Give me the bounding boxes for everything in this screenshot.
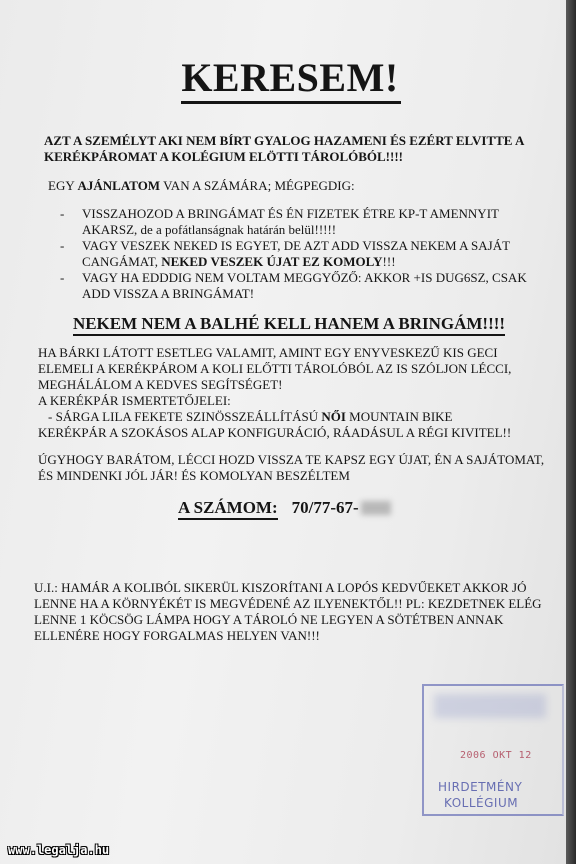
postscript-paragraph: U.I.: HAMÁR A KOLIBÓL SIKERÜL KISZORÍTANI A LOPÓS KEDVŰEKET AKKOR JÓ LENNE HA A KÖRNYÉKÉT IS MEGVÉDENÉ AZ ILYENEKTŐL!! PL: KEZDETNEK ELÉG LENNE 1 KÖCSÖG LÁMPA HOGY A TÁROLÓ NE LEGYEN A SÖTÉTBEN ANNAK ELLENÉRE HOGY FORGALMAS HELYEN VAN!!! [34,580,542,643]
stamp-line-1: HIRDETMÉNY [438,780,523,794]
intro-paragraph: AZT A SZEMÉLYT AKI NEM BÍRT GYALOG HAZAMENI ÉS EZÉRT ELVITTE A KERÉKPÁROMAT A KOLÉGIUM ELÖTTI TÁROLÓBÓL!!!! [44,133,524,164]
option-text: VISSZAHOZOD A BRINGÁMAT ÉS ÉN FIZETEK ÉTRE KP-T AMENNYIT AKARSZ, [82,206,499,237]
site-watermark: www.legalja.hu [8,843,110,857]
features-line-2: KERÉKPÁR A SZOKÁSOS ALAP KONFIGURÁCIÓ, RÁADÁSUL A RÉGI KIVITEL!! [38,425,512,440]
features-text-b: MOUNTAIN BIKE [345,409,453,424]
stamp-smudge [434,694,546,718]
options-list [60,206,540,302]
closing-paragraph: ÚGYHOGY BARÁTOM, LÉCCI HOZD VISSZA TE KAPSZ EGY ÚJAT, ÉN A SAJÁTOMAT, ÉS MINDENKI JÓL JÁR! ÉS KOMOLYAN BESZÉLTEM [38,452,545,483]
stamp-date: 2006 OKT 12 [460,750,532,761]
secondary-heading [0,314,566,334]
features-line [38,409,548,425]
phone-number: 70/77-67- [291,498,359,517]
list-item [60,206,540,237]
offer-prefix: EGY [48,178,78,193]
list-item [60,238,540,269]
page-title [0,55,566,104]
features-text-a: - SÁRGA LILA FEKETE SZINÖSSZEÁLLÍTÁSÚ [48,409,322,424]
option-text-end: !!! [382,253,396,269]
option-text: VAGY VESZEK NEKED IS EGYET, DE AZT ADD VISSZA NEKEM A SAJÁT CANGÁMAT, [82,238,510,269]
description-paragraph [38,345,548,441]
option-text: VAGY HA EDDDIG NEM VOLTAM MEGGYŐZŐ: AKKOR +IS DUG6SZ, CSAK ADD VISSZA A BRINGÁMAT! [82,270,527,301]
secondary-heading-text: NEKEM NEM A BALHÉ KELL HANEM A BRINGÁM!!!! [73,314,505,336]
offer-suffix: VAN A SZÁMÁRA; MÉGPEGDIG: [160,178,355,193]
features-label: A KERÉKPÁR ISMERTETŐJELEI: [38,393,231,408]
phone-number-line [178,498,391,518]
title-text: KERESEM! [181,58,400,104]
phone-label: A SZÁMOM: [178,498,278,520]
stamp-line-2: KOLLÉGIUM [444,796,519,810]
list-dash: - [60,238,65,253]
features-bold: NŐI [321,409,346,424]
list-dash: - [60,270,65,285]
redacted-digits [361,501,391,515]
list-item [60,270,540,301]
offer-bold: AJÁNLATOM [77,178,161,193]
offer-line [48,178,548,194]
official-stamp [422,684,564,816]
option-text-lower: de a pofátlanságnak határán belül!!!!! [140,221,337,237]
list-dash: - [60,206,65,221]
description-line: HA BÁRKI LÁTOTT ESETLEG VALAMIT, AMINT EGY ENYVESKEZŰ KIS GECI ELEMELI A KERÉKPÁROM A KOLI ELŐTTI TÁROLÓBÓL AZ IS SZÓLJON LÉCCI, MEGHÁLÁLOM A KEDVES SEGÍTSÉGET! [38,345,512,392]
paper-edge-shadow [566,0,576,864]
option-bold: NEKED VESZEK ÚJAT EZ KOMOLY [161,253,383,269]
